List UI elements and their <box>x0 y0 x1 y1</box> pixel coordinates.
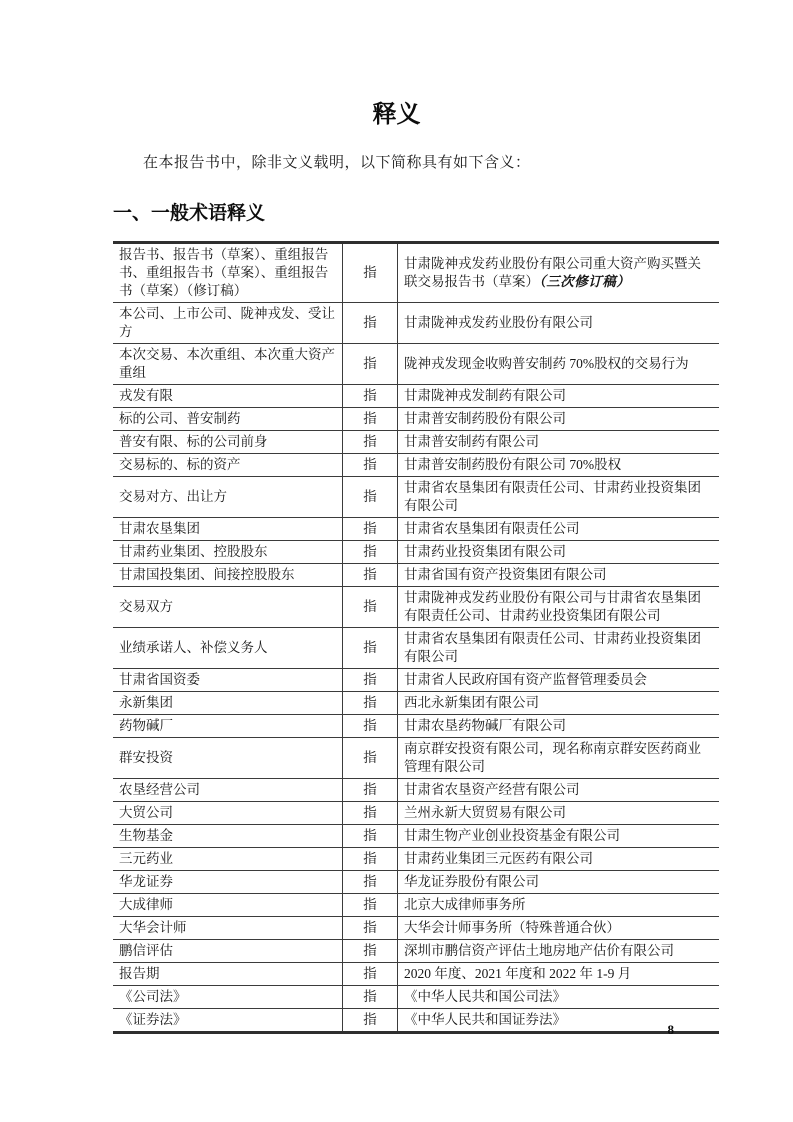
table-row <box>113 963 719 986</box>
refers-to-label: 指 <box>363 782 377 797</box>
refers-to-cell <box>343 303 398 344</box>
refers-to-cell <box>343 564 398 587</box>
refers-to-cell <box>343 408 398 431</box>
definition-text: 《中华人民共和国公司法》 <box>404 989 566 1004</box>
term-cell <box>113 243 343 303</box>
term-text: 大贸公司 <box>119 805 173 820</box>
refers-to-label: 指 <box>363 640 377 655</box>
refers-to-cell <box>343 738 398 779</box>
table-row <box>113 986 719 1009</box>
table-row <box>113 541 719 564</box>
refers-to-cell <box>343 385 398 408</box>
term-text: 甘肃省国资委 <box>119 672 200 687</box>
refers-to-label: 指 <box>363 805 377 820</box>
intro-paragraph: 在本报告书中，除非文义载明，以下简称具有如下含义： <box>143 155 531 171</box>
definition-text: 甘肃陇神戎发药业股份有限公司与甘肃省农垦集团有限责任公司、甘肃药业投资集团有限公司 <box>404 590 701 623</box>
refers-to-label: 指 <box>363 989 377 1004</box>
term-text: 永新集团 <box>119 695 173 710</box>
definition-text: 甘肃陇神戎发制药有限公司 <box>404 388 566 403</box>
term-cell <box>113 986 343 1009</box>
refers-to-label: 指 <box>363 1012 377 1027</box>
term-cell <box>113 344 343 385</box>
definitions-table <box>113 241 719 1034</box>
definition-text: 甘肃药业集团三元医药有限公司 <box>404 851 593 866</box>
definition-bold-suffix: （三次修订稿） <box>539 274 631 289</box>
definition-text: 甘肃普安制药股份有限公司 <box>404 411 566 426</box>
definition-cell <box>398 692 720 715</box>
refers-to-cell <box>343 715 398 738</box>
table-row <box>113 454 719 477</box>
refers-to-cell <box>343 669 398 692</box>
term-text: 甘肃国投集团、间接控股股东 <box>119 567 295 582</box>
definition-cell <box>398 564 720 587</box>
table-row <box>113 871 719 894</box>
term-cell <box>113 825 343 848</box>
section-heading-general-terms: 一、一般术语释义 <box>113 203 266 224</box>
term-cell <box>113 1009 343 1033</box>
definition-cell <box>398 779 720 802</box>
definition-cell <box>398 518 720 541</box>
term-cell <box>113 541 343 564</box>
definition-cell <box>398 628 720 669</box>
definition-cell <box>398 344 720 385</box>
refers-to-label: 指 <box>363 695 377 710</box>
definition-text: 兰州永新大贸贸易有限公司 <box>404 805 566 820</box>
table-row <box>113 431 719 454</box>
definition-cell <box>398 541 720 564</box>
refers-to-cell <box>343 848 398 871</box>
definition-cell <box>398 848 720 871</box>
term-cell <box>113 963 343 986</box>
table-row <box>113 477 719 518</box>
term-text: 报告期 <box>119 966 160 981</box>
table-row <box>113 518 719 541</box>
definition-text: 甘肃农垦药物碱厂有限公司 <box>404 718 566 733</box>
term-cell <box>113 518 343 541</box>
term-text: 农垦经营公司 <box>119 782 200 797</box>
term-text: 业绩承诺人、补偿义务人 <box>119 640 268 655</box>
definition-text: 2020 年度、2021 年度和 2022 年 1-9 月 <box>404 966 632 981</box>
term-cell <box>113 871 343 894</box>
term-cell <box>113 431 343 454</box>
refers-to-cell <box>343 541 398 564</box>
term-text: 本公司、上市公司、陇神戎发、受让方 <box>119 306 335 339</box>
term-cell <box>113 894 343 917</box>
refers-to-label: 指 <box>363 411 377 426</box>
definition-text: 甘肃陇神戎发药业股份有限公司 <box>404 315 593 330</box>
definition-cell <box>398 871 720 894</box>
term-cell <box>113 692 343 715</box>
definition-text: 甘肃陇神戎发药业股份有限公司重大资产购买暨关联交易报告书（草案） <box>404 256 701 289</box>
refers-to-cell <box>343 587 398 628</box>
refers-to-label: 指 <box>363 315 377 330</box>
term-text: 《证券法》 <box>119 1012 187 1027</box>
refers-to-cell <box>343 917 398 940</box>
term-text: 交易标的、标的资产 <box>119 457 241 472</box>
term-text: 标的公司、普安制药 <box>119 411 241 426</box>
refers-to-cell <box>343 1009 398 1033</box>
term-cell <box>113 477 343 518</box>
term-cell <box>113 940 343 963</box>
term-cell <box>113 669 343 692</box>
definition-cell <box>398 243 720 303</box>
refers-to-cell <box>343 940 398 963</box>
refers-to-label: 指 <box>363 356 377 371</box>
refers-to-label: 指 <box>363 851 377 866</box>
definition-text: 甘肃生物产业创业投资基金有限公司 <box>404 828 620 843</box>
definition-text: 《中华人民共和国证券法》 <box>404 1012 566 1027</box>
refers-to-label: 指 <box>363 567 377 582</box>
refers-to-cell <box>343 986 398 1009</box>
table-row <box>113 1009 719 1033</box>
refers-to-cell <box>343 779 398 802</box>
definition-text: 甘肃省农垦资产经营有限公司 <box>404 782 580 797</box>
table-row <box>113 344 719 385</box>
table-row <box>113 940 719 963</box>
table-row <box>113 738 719 779</box>
term-text: 大华会计师 <box>119 920 187 935</box>
refers-to-cell <box>343 243 398 303</box>
refers-to-cell <box>343 825 398 848</box>
refers-to-cell <box>343 692 398 715</box>
term-text: 甘肃药业集团、控股股东 <box>119 544 268 559</box>
term-cell <box>113 848 343 871</box>
refers-to-cell <box>343 894 398 917</box>
definition-text: 甘肃省国有资产投资集团有限公司 <box>404 567 607 582</box>
table-row <box>113 779 719 802</box>
refers-to-cell <box>343 802 398 825</box>
refers-to-label: 指 <box>363 750 377 765</box>
definition-text: 陇神戎发现金收购普安制药 70%股权的交易行为 <box>404 356 689 371</box>
definition-cell <box>398 587 720 628</box>
definition-cell <box>398 825 720 848</box>
table-row <box>113 848 719 871</box>
definition-text: 甘肃省农垦集团有限责任公司、甘肃药业投资集团有限公司 <box>404 631 701 664</box>
table-row <box>113 385 719 408</box>
term-cell <box>113 779 343 802</box>
term-text: 报告书、报告书（草案）、重组报告书、重组报告书（草案）、重组报告书（草案）（修订稿） <box>119 247 329 298</box>
refers-to-cell <box>343 963 398 986</box>
term-cell <box>113 408 343 431</box>
definition-cell <box>398 715 720 738</box>
term-cell <box>113 303 343 344</box>
definition-text: 甘肃普安制药股份有限公司 70%股权 <box>404 457 622 472</box>
refers-to-label: 指 <box>363 966 377 981</box>
definition-cell <box>398 894 720 917</box>
refers-to-cell <box>343 454 398 477</box>
term-text: 三元药业 <box>119 851 173 866</box>
definition-text: 甘肃省农垦集团有限责任公司、甘肃药业投资集团有限公司 <box>404 480 701 513</box>
definition-text: 甘肃省人民政府国有资产监督管理委员会 <box>404 672 647 687</box>
term-text: 本次交易、本次重组、本次重大资产重组 <box>119 347 335 380</box>
definition-text: 大华会计师事务所（特殊普通合伙） <box>404 920 620 935</box>
table-row <box>113 715 719 738</box>
table-row <box>113 243 719 303</box>
definition-text: 甘肃普安制药有限公司 <box>404 434 539 449</box>
table-row <box>113 802 719 825</box>
table-row <box>113 825 719 848</box>
definition-cell <box>398 477 720 518</box>
term-text: 交易双方 <box>119 599 173 614</box>
page-number: 8 <box>667 1022 674 1037</box>
term-cell <box>113 454 343 477</box>
table-row <box>113 917 719 940</box>
term-text: 交易对方、出让方 <box>119 489 227 504</box>
refers-to-label: 指 <box>363 457 377 472</box>
refers-to-label: 指 <box>363 521 377 536</box>
definition-text: 深圳市鹏信资产评估土地房地产估价有限公司 <box>404 943 674 958</box>
table-row <box>113 894 719 917</box>
term-text: 药物碱厂 <box>119 718 173 733</box>
definition-cell <box>398 454 720 477</box>
term-text: 甘肃农垦集团 <box>119 521 200 536</box>
term-cell <box>113 385 343 408</box>
refers-to-label: 指 <box>363 897 377 912</box>
refers-to-cell <box>343 871 398 894</box>
definition-text: 南京群安投资有限公司，现名称南京群安医药商业管理有限公司 <box>404 741 701 774</box>
definition-cell <box>398 385 720 408</box>
term-cell <box>113 802 343 825</box>
term-text: 华龙证券 <box>119 874 173 889</box>
definition-cell <box>398 940 720 963</box>
term-cell <box>113 587 343 628</box>
table-row <box>113 692 719 715</box>
refers-to-label: 指 <box>363 388 377 403</box>
definition-text: 西北永新集团有限公司 <box>404 695 539 710</box>
refers-to-label: 指 <box>363 943 377 958</box>
term-cell <box>113 564 343 587</box>
table-row <box>113 587 719 628</box>
refers-to-cell <box>343 628 398 669</box>
refers-to-label: 指 <box>363 489 377 504</box>
term-text: 《公司法》 <box>119 989 187 1004</box>
table-row <box>113 628 719 669</box>
table-row <box>113 408 719 431</box>
refers-to-label: 指 <box>363 920 377 935</box>
term-text: 大成律师 <box>119 897 173 912</box>
refers-to-cell <box>343 518 398 541</box>
definition-cell <box>398 917 720 940</box>
definition-cell <box>398 738 720 779</box>
term-text: 普安有限、标的公司前身 <box>119 434 268 449</box>
definition-cell <box>398 802 720 825</box>
definition-cell <box>398 303 720 344</box>
table-row <box>113 669 719 692</box>
refers-to-label: 指 <box>363 672 377 687</box>
definition-cell <box>398 986 720 1009</box>
term-text: 鹏信评估 <box>119 943 173 958</box>
refers-to-cell <box>343 344 398 385</box>
refers-to-label: 指 <box>363 828 377 843</box>
definition-cell <box>398 408 720 431</box>
term-cell <box>113 628 343 669</box>
page-title: 释义 <box>372 101 421 128</box>
definition-cell <box>398 963 720 986</box>
term-text: 群安投资 <box>119 750 173 765</box>
definition-text: 甘肃省农垦集团有限责任公司 <box>404 521 580 536</box>
definition-text: 华龙证券股份有限公司 <box>404 874 539 889</box>
term-cell <box>113 738 343 779</box>
refers-to-label: 指 <box>363 544 377 559</box>
term-text: 生物基金 <box>119 828 173 843</box>
definition-text: 甘肃药业投资集团有限公司 <box>404 544 566 559</box>
definitions-table-body <box>113 243 719 1033</box>
definition-text: 北京大成律师事务所 <box>404 897 526 912</box>
table-row <box>113 303 719 344</box>
term-cell <box>113 917 343 940</box>
refers-to-label: 指 <box>363 718 377 733</box>
refers-to-label: 指 <box>363 874 377 889</box>
refers-to-cell <box>343 431 398 454</box>
term-cell <box>113 715 343 738</box>
refers-to-cell <box>343 477 398 518</box>
table-row <box>113 564 719 587</box>
refers-to-label: 指 <box>363 265 377 280</box>
term-text: 戎发有限 <box>119 388 173 403</box>
refers-to-label: 指 <box>363 599 377 614</box>
definition-cell <box>398 431 720 454</box>
refers-to-label: 指 <box>363 434 377 449</box>
definition-cell <box>398 669 720 692</box>
